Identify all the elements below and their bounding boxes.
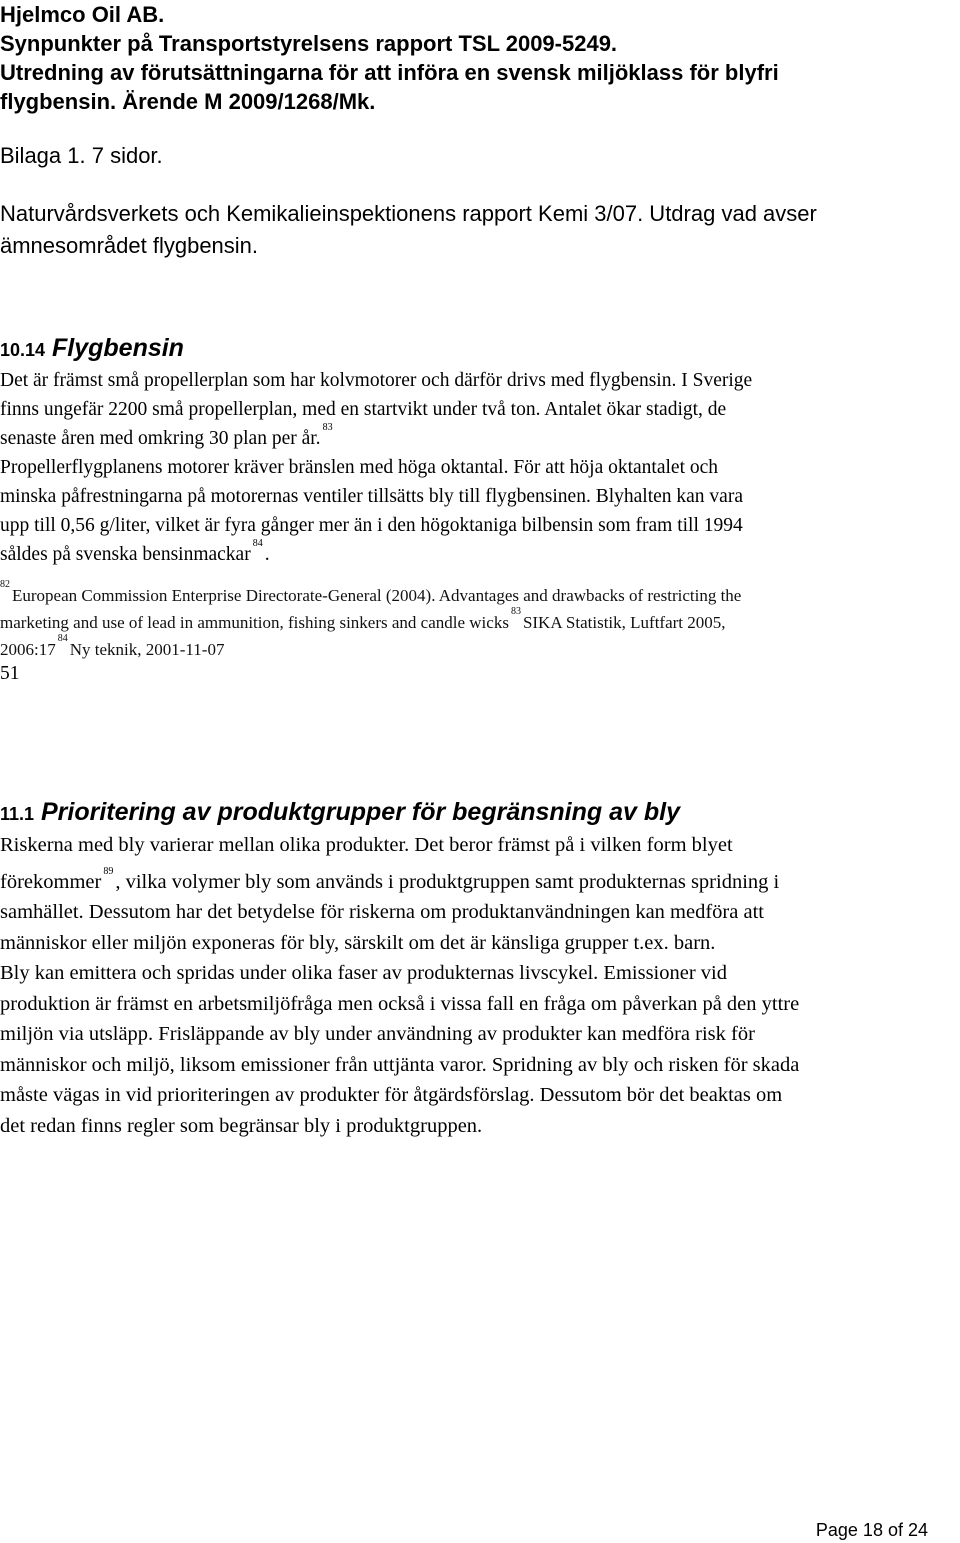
body-line: minska påfrestningarna på motorernas ventiler tillsätts bly till flygbensinen. Blyhalten kan vara [0,486,743,507]
header-line: Synpunkter på Transportstyrelsens rapport TSL 2009-5249. [0,31,618,56]
body-line: finns ungefär 2200 små propellerplan, med en startvikt under två ton. Antalet ökar stadigt, de [0,399,727,420]
body-line: förekommer $^{89}$, vilka volymer bly som används i produktgruppen samt produkternas spridning i [0,865,780,893]
header-line: Hjelmco Oil AB. [0,2,165,27]
footnote-ref: 89 [103,865,114,877]
section-title: Prioritering av produktgrupper för begränsning av bly [41,798,680,826]
body-line: det redan finns regler som begränsar bly i produktgruppen. [0,1114,483,1137]
body-line: människor och miljö, liksom emissioner från uttjänta varor. Spridning av bly och risken för skada [0,1053,800,1076]
intro-heading [0,198,817,262]
document-header [0,0,779,116]
body-line: människor eller miljön exponeras för bly, särskilt om det är känsliga grupper t.ex. barn. [0,931,716,954]
footnote-line: $^{82}$European Commission Enterprise Directorate-General (2004). Advantages and drawbacks of restricting the [0,579,742,605]
footnote-ref: 83 [322,422,333,433]
footnote-line: $2006:17^{84}Ny$ teknik, 2001-11-07 [0,633,225,659]
section-title: Flygbensin [52,334,184,362]
header-line: flygbensin. Ärende M 2009/1268/Mk. [0,89,376,114]
body-line: Bly kan emittera och spridas under olika faser av produkternas livscykel. Emissioner vid [0,962,727,984]
body-line: produktion är främst en arbetsmiljöfråga men också i vissa fall en fråga om påverkan på den yttre [0,992,800,1015]
footnote-ref: 84 [252,538,263,549]
section-heading [0,796,680,830]
body-line: Riskerna med bly varierar mellan olika produkter. Det beror främst på i vilken form blyet [0,834,733,856]
body-line: samhället. Dessutom har det betydelse för riskerna om produktanvändningen kan medföra att [0,901,764,923]
intro-line: ämnesområdet flygbensin. [0,233,259,258]
footnote-line: marketing and use of lead in ammunition, fishing sinkers and candle wicks$^{83}$SIKA Statistik, Luftfart 2005, [0,606,726,632]
section-body [0,830,799,1141]
section-number: 11.1 [0,804,35,824]
bilaga-note: Bilaga 1. 7 sidor. [0,143,163,168]
section-number: 10.14 [0,340,46,360]
body-line: måste vägas in vid prioriteringen av produkter för åtgärdsförslag. Dessutom bör det beaktas om [0,1084,783,1106]
body-line: senaste åren med omkring 30 plan per år.$^{83}$ [0,422,333,449]
footnote-ref: 82 [0,579,10,590]
body-line: såldes på svenska bensinmackar$^{84}$. [0,538,270,565]
footnotes [0,579,742,663]
body-line: Det är främst små propellerplan som har kolvmotorer och därför drivs med flygbensin. I Sverige [0,370,753,391]
body-line: Propellerflygplanens motorer kräver bränslen med höga oktantal. För att höja oktantalet och [0,457,719,478]
footnote-ref: 84 [57,633,68,644]
section-heading [0,332,184,366]
section-body [0,366,752,569]
page-marker: 51 [0,663,20,684]
header-line: Utredning av förutsättningarna för att införa en svensk miljöklass för blyfri [0,60,779,85]
body-line: upp till 0,56 g/liter, vilket är fyra gånger mer än i den högoktaniga bilbensin som fram till 1994 [0,515,743,536]
page-number: Page 18 of 24 [815,1520,928,1540]
intro-line: Naturvårdsverkets och Kemikalieinspektionens rapport Kemi 3/07. Utdrag vad avser [0,201,817,226]
footnote-ref: 83 [510,606,521,617]
body-line: miljön via utsläpp. Frisläppande av bly under användning av produkter kan medföra risk för [0,1023,755,1045]
